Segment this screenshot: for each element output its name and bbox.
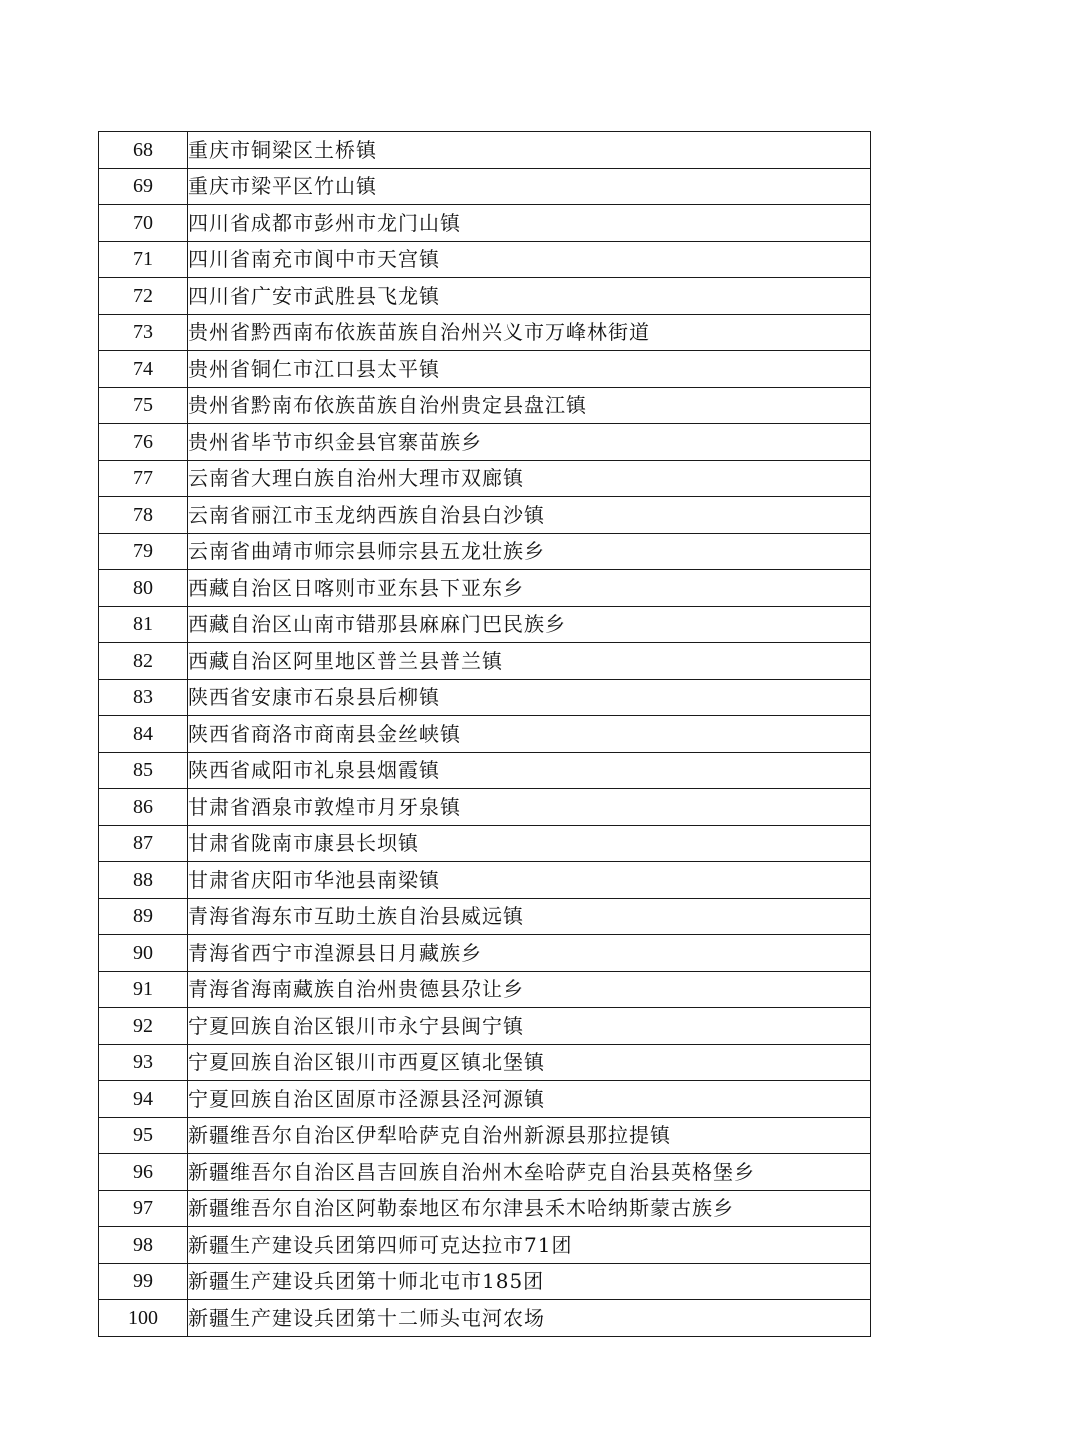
town-name: 陕西省安康市石泉县后柳镇 xyxy=(188,679,871,716)
table-row xyxy=(99,351,871,388)
row-number: 69 xyxy=(99,168,188,205)
town-name: 重庆市铜梁区土桥镇 xyxy=(188,132,871,169)
table-row xyxy=(99,862,871,899)
town-name: 云南省大理白族自治州大理市双廊镇 xyxy=(188,460,871,497)
row-number: 97 xyxy=(99,1190,188,1227)
row-number: 77 xyxy=(99,460,188,497)
town-name: 新疆维吾尔自治区昌吉回族自治州木垒哈萨克自治县英格堡乡 xyxy=(188,1154,871,1191)
table-row xyxy=(99,570,871,607)
row-number: 72 xyxy=(99,278,188,315)
table-row xyxy=(99,1117,871,1154)
row-number: 83 xyxy=(99,679,188,716)
row-number: 86 xyxy=(99,789,188,826)
row-number: 93 xyxy=(99,1044,188,1081)
table-row xyxy=(99,1154,871,1191)
table-row xyxy=(99,168,871,205)
table-row xyxy=(99,132,871,169)
row-number: 68 xyxy=(99,132,188,169)
town-name: 西藏自治区日喀则市亚东县下亚东乡 xyxy=(188,570,871,607)
town-list-table xyxy=(98,131,871,1337)
town-name: 贵州省黔南布依族苗族自治州贵定县盘江镇 xyxy=(188,387,871,424)
town-name: 贵州省黔西南布依族苗族自治州兴义市万峰林街道 xyxy=(188,314,871,351)
row-number: 96 xyxy=(99,1154,188,1191)
table-row xyxy=(99,716,871,753)
table-row xyxy=(99,971,871,1008)
town-name: 云南省丽江市玉龙纳西族自治县白沙镇 xyxy=(188,497,871,534)
table-row xyxy=(99,935,871,972)
row-number: 99 xyxy=(99,1263,188,1300)
table-row xyxy=(99,314,871,351)
row-number: 92 xyxy=(99,1008,188,1045)
town-name: 甘肃省陇南市康县长坝镇 xyxy=(188,825,871,862)
table-row xyxy=(99,1263,871,1300)
row-number: 70 xyxy=(99,205,188,242)
town-name: 新疆维吾尔自治区阿勒泰地区布尔津县禾木哈纳斯蒙古族乡 xyxy=(188,1190,871,1227)
table-row xyxy=(99,1008,871,1045)
table-body xyxy=(99,132,871,1337)
row-number: 79 xyxy=(99,533,188,570)
row-number: 84 xyxy=(99,716,188,753)
town-name: 新疆生产建设兵团第四师可克达拉市71团 xyxy=(188,1227,871,1264)
town-name: 重庆市梁平区竹山镇 xyxy=(188,168,871,205)
table-row xyxy=(99,424,871,461)
town-name: 西藏自治区山南市错那县麻麻门巴民族乡 xyxy=(188,606,871,643)
row-number: 98 xyxy=(99,1227,188,1264)
table-row xyxy=(99,898,871,935)
table-row xyxy=(99,679,871,716)
row-number: 90 xyxy=(99,935,188,972)
table-row xyxy=(99,460,871,497)
row-number: 74 xyxy=(99,351,188,388)
town-name: 新疆生产建设兵团第十二师头屯河农场 xyxy=(188,1300,871,1337)
table-row xyxy=(99,241,871,278)
table-row xyxy=(99,497,871,534)
row-number: 71 xyxy=(99,241,188,278)
town-name: 陕西省商洛市商南县金丝峡镇 xyxy=(188,716,871,753)
row-number: 89 xyxy=(99,898,188,935)
town-name: 宁夏回族自治区银川市西夏区镇北堡镇 xyxy=(188,1044,871,1081)
table-row xyxy=(99,752,871,789)
row-number: 73 xyxy=(99,314,188,351)
table-row xyxy=(99,1081,871,1118)
town-name: 宁夏回族自治区银川市永宁县闽宁镇 xyxy=(188,1008,871,1045)
town-name: 西藏自治区阿里地区普兰县普兰镇 xyxy=(188,643,871,680)
town-name: 贵州省毕节市织金县官寨苗族乡 xyxy=(188,424,871,461)
row-number: 78 xyxy=(99,497,188,534)
town-name: 新疆生产建设兵团第十师北屯市185团 xyxy=(188,1263,871,1300)
town-name: 云南省曲靖市师宗县师宗县五龙壮族乡 xyxy=(188,533,871,570)
town-name: 贵州省铜仁市江口县太平镇 xyxy=(188,351,871,388)
table-row xyxy=(99,387,871,424)
table-row xyxy=(99,1044,871,1081)
town-name: 宁夏回族自治区固原市泾源县泾河源镇 xyxy=(188,1081,871,1118)
table-row xyxy=(99,1227,871,1264)
town-name: 青海省海东市互助土族自治县威远镇 xyxy=(188,898,871,935)
table-row xyxy=(99,789,871,826)
row-number: 87 xyxy=(99,825,188,862)
row-number: 80 xyxy=(99,570,188,607)
town-name: 四川省广安市武胜县飞龙镇 xyxy=(188,278,871,315)
town-name: 青海省海南藏族自治州贵德县尕让乡 xyxy=(188,971,871,1008)
town-name: 陕西省咸阳市礼泉县烟霞镇 xyxy=(188,752,871,789)
table-row xyxy=(99,643,871,680)
row-number: 82 xyxy=(99,643,188,680)
table-row xyxy=(99,533,871,570)
row-number: 95 xyxy=(99,1117,188,1154)
row-number: 88 xyxy=(99,862,188,899)
row-number: 85 xyxy=(99,752,188,789)
table-row xyxy=(99,1300,871,1337)
row-number: 94 xyxy=(99,1081,188,1118)
table-row xyxy=(99,205,871,242)
document-page xyxy=(98,131,871,1337)
town-name: 青海省西宁市湟源县日月藏族乡 xyxy=(188,935,871,972)
town-name: 甘肃省酒泉市敦煌市月牙泉镇 xyxy=(188,789,871,826)
row-number: 76 xyxy=(99,424,188,461)
town-name: 四川省成都市彭州市龙门山镇 xyxy=(188,205,871,242)
town-name: 新疆维吾尔自治区伊犁哈萨克自治州新源县那拉提镇 xyxy=(188,1117,871,1154)
row-number: 81 xyxy=(99,606,188,643)
row-number: 75 xyxy=(99,387,188,424)
town-name: 四川省南充市阆中市天宫镇 xyxy=(188,241,871,278)
row-number: 100 xyxy=(99,1300,188,1337)
table-row xyxy=(99,825,871,862)
town-name: 甘肃省庆阳市华池县南梁镇 xyxy=(188,862,871,899)
table-row xyxy=(99,606,871,643)
table-row xyxy=(99,1190,871,1227)
row-number: 91 xyxy=(99,971,188,1008)
table-row xyxy=(99,278,871,315)
